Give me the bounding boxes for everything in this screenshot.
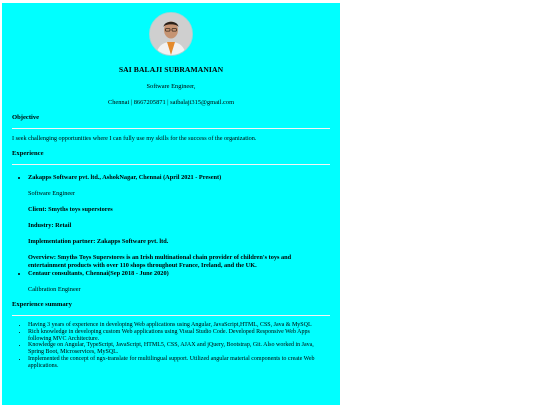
- profile-photo-icon: [150, 13, 192, 55]
- contact-line: Chennai | 8667205871 | saibalaji315@gmail.com: [107, 99, 235, 106]
- summary-item: • Having 3 years of experience in developing Web applications using Angular, JavaScript,HTML, CSS, Java & MySQL: [28, 322, 330, 329]
- objective-heading: Objective: [12, 114, 40, 121]
- job-company: • Centaur consultants, Chennai(Sep 2018 - June 2020): [28, 269, 169, 277]
- summary-heading: Experience summary: [12, 300, 72, 308]
- objective-text: I seek challenging opportunities where I can fully use my skills for the success of the organization.: [12, 135, 257, 142]
- job-overview: Overview: Smyths Toys Superstores is an Irish multinational chain provider of children's toys and entertainment products with over 110 shops throughout France, Ireland, and the UK.: [28, 254, 292, 269]
- experience-item: [28, 270, 330, 293]
- job-role: Software Engineer: [28, 190, 76, 197]
- experience-item: [28, 174, 330, 270]
- resume-panel: [2, 3, 340, 405]
- experience-heading: Experience: [12, 150, 44, 157]
- candidate-title: Software Engineer,: [146, 83, 196, 90]
- job-partner: Implementation partner: Zakapps Software pvt. ltd.: [28, 238, 169, 245]
- summary-list: [12, 322, 330, 370]
- experience-divider: [12, 164, 330, 165]
- candidate-name: SAI BALAJI SUBRAMANIAN: [118, 65, 224, 74]
- job-role: Calibration Engineer: [28, 285, 81, 293]
- job-client: Client: Smyths toys superstores: [28, 206, 113, 213]
- summary-item: • Rich knowledge in developing custom Web applications using Visual Studio Code. Developed Responsive Web Apps following MVC Architecture.: [28, 329, 330, 343]
- avatar: [149, 12, 193, 56]
- summary-item: • Knowledge on Angular, TypeScript, JavaScript, HTML5, CSS, AJAX and jQuery, Bootstrap, Git. Also worked in Java, Spring Boot, Microservices, MySQL.: [28, 342, 330, 356]
- avatar-container: [12, 12, 330, 56]
- objective-divider: [12, 128, 330, 129]
- experience-list: [12, 174, 330, 293]
- job-industry: Industry: Retail: [28, 222, 72, 229]
- job-company: • Zakapps Software pvt. ltd., AshokNagar, Chennai (April 2021 - Present): [28, 174, 222, 181]
- summary-item: • Implemented the concept of ngx-translate for multilingual support. Utilized angular material components to create Web applications.: [28, 356, 330, 370]
- summary-divider: [12, 315, 330, 316]
